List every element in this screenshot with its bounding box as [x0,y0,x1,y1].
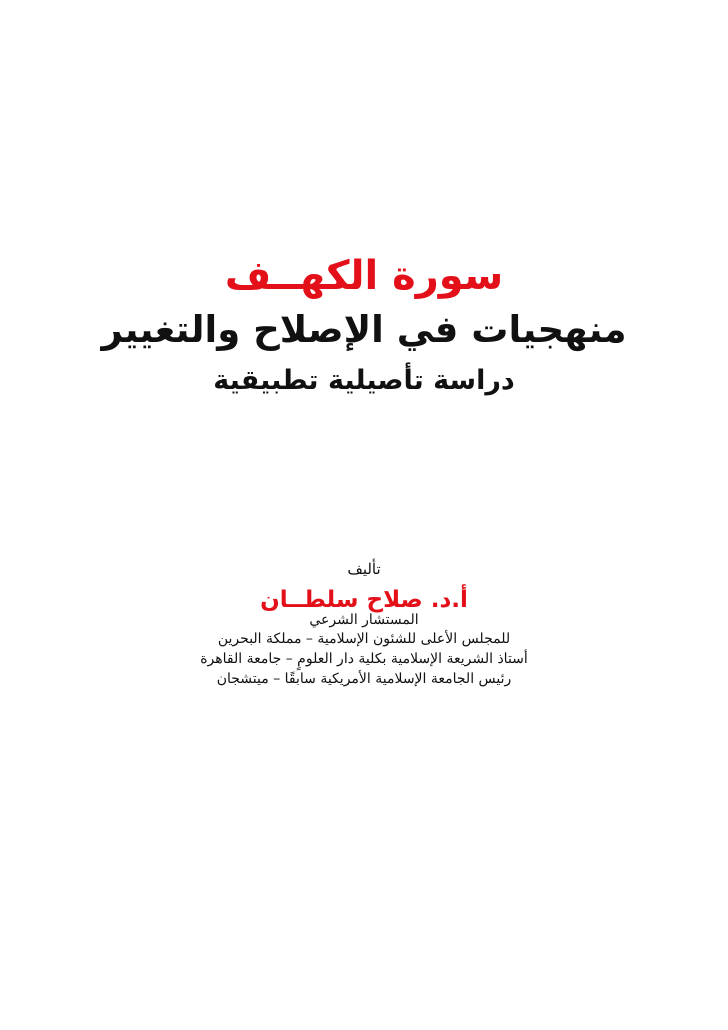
byline-label: تأليف [347,560,381,578]
author-credit-line: للمجلس الأعلى للشئون الإسلامية – مملكة البحرين [217,631,511,647]
author-credit-line: أستاذ الشريعة الإسلامية بكلية دار العلومٍ – جامعة القاهرة [200,651,528,667]
author-credit-line: المستشار الشرعي [309,612,419,628]
author-name: أ.د. صلاح سلطــان [260,587,468,613]
study-type-line: دراسة تأصيلية تطبيقية [213,365,515,396]
book-title: سورة الكهــف [224,253,504,299]
author-credit-line: رئيس الجامعة الإسلامية الأمريكية سابقًا – ميتشجان [216,671,512,687]
book-subtitle: منهجيات في الإصلاح والتغيير [101,308,627,351]
